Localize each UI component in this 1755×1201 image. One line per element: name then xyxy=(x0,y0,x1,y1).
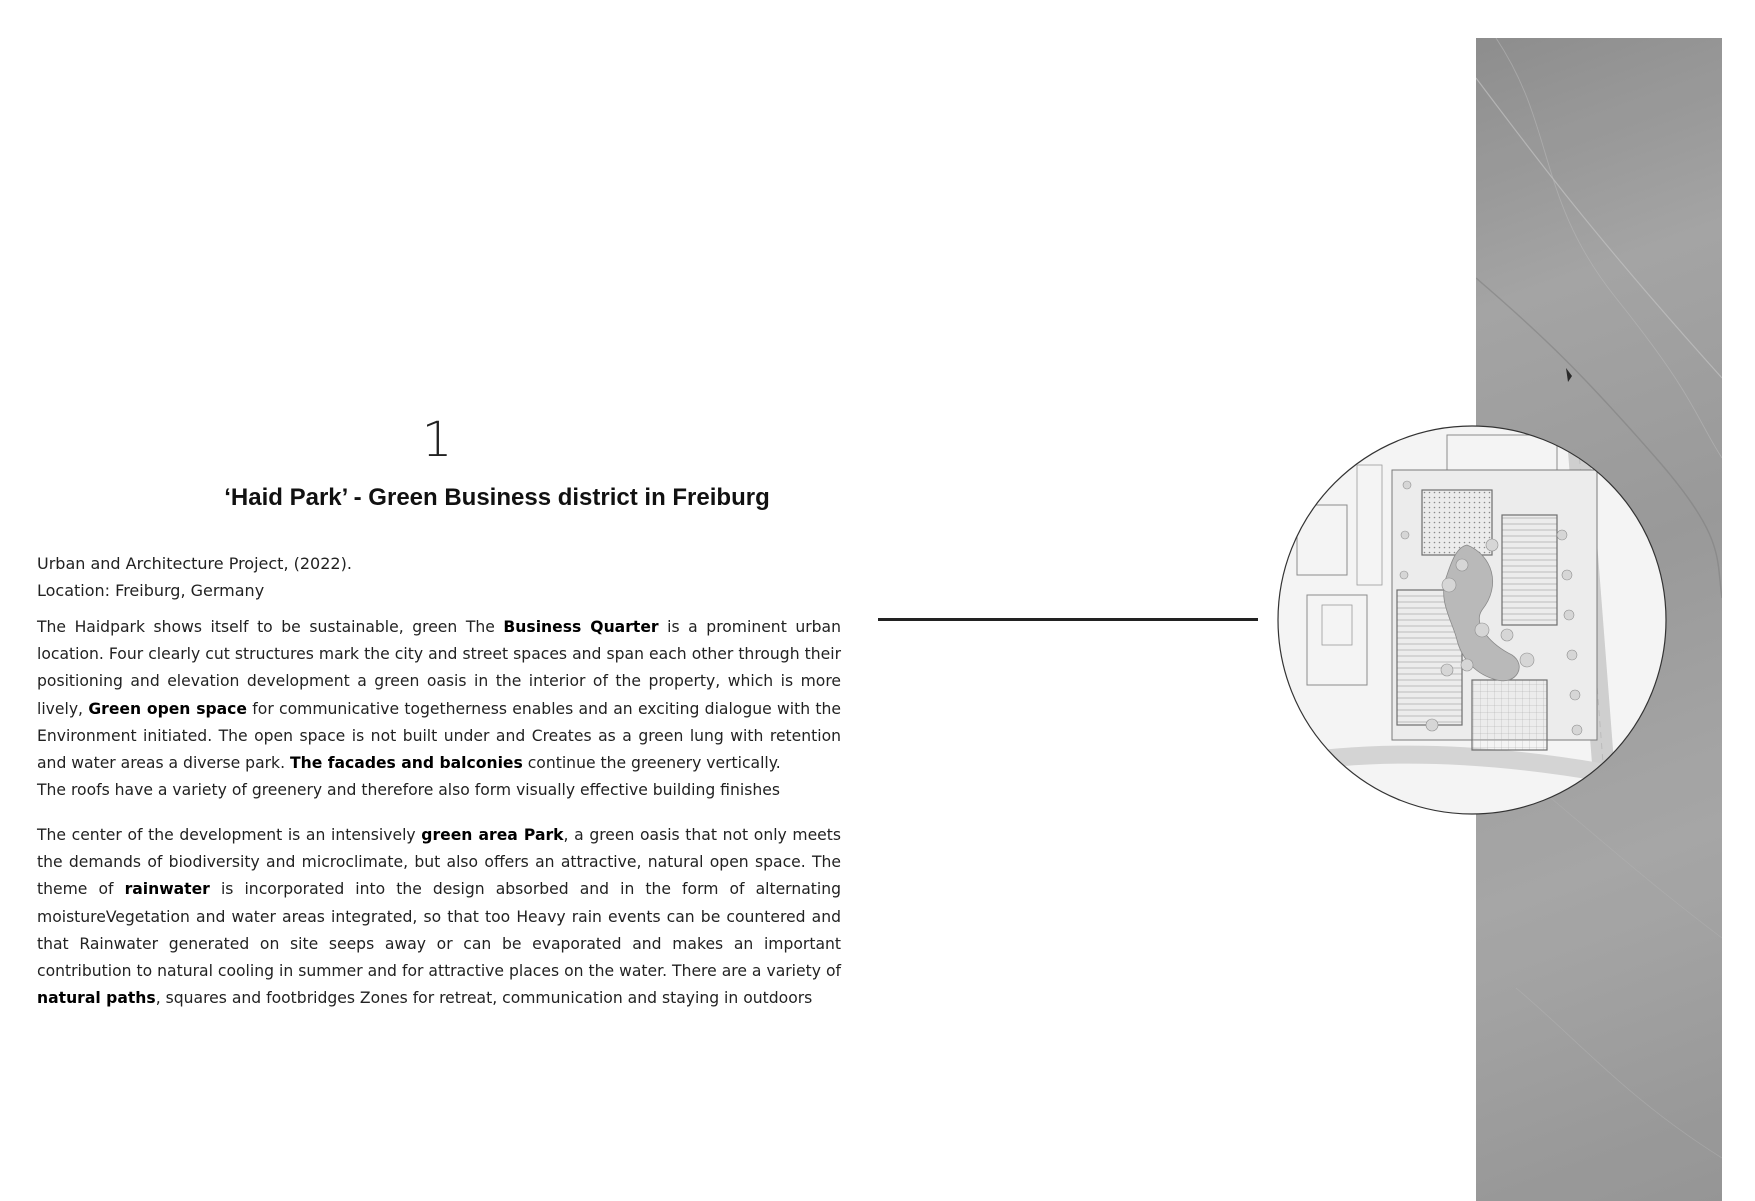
para2-bold-1: green area Park xyxy=(421,826,564,844)
para1-bold-1: Business Quarter xyxy=(503,618,659,636)
para2-bold-3: natural paths xyxy=(37,989,156,1008)
project-meta xyxy=(37,550,352,604)
para2-text-3: is incorporated into the design absorbed and in the form of alternating moistureVegetation and water areas integrated, so that too Heavy rain events can be countered and that Rainwater generated on site seeps away or can be evaporated and makes an important contribution to natural cooling in summer and for attractive places on the water. There are a variety of xyxy=(37,880,841,981)
description-paragraph-2 xyxy=(37,822,841,1012)
para1-text-4: continue the greenery vertically. xyxy=(522,754,781,773)
para1-text-1: The Haidpark shows itself to be sustainable, green The xyxy=(37,618,504,636)
para2-text-1: The center of the development is an intensively xyxy=(37,826,422,844)
para2-text-4: , squares and footbridges Zones for retreat, communication and staying in outdoors xyxy=(155,989,813,1008)
project-number: 1 xyxy=(421,412,453,468)
project-subtitle: Urban and Architecture Project, (2022). xyxy=(37,554,352,573)
para1-bold-2: Green open space xyxy=(88,699,247,718)
project-location: Location: Freiburg, Germany xyxy=(37,581,265,600)
para1-text-3: for communicative togetherness enables and an exciting dialogue with the Environment initiated. The open space is not built under and Creates as a green lung with retention and water areas a diverse park. xyxy=(37,699,841,773)
para1-text-2: is a prominent urban location. Four clearly cut structures mark the city and street spaces and span each other through their positioning and elevation development a green oasis in the interior of the property, which is more lively, xyxy=(37,618,841,718)
connector-line xyxy=(878,618,1258,621)
project-title: ‘Haid Park’ - Green Business district in Freiburg xyxy=(224,484,770,511)
site-plan-image xyxy=(1277,425,1667,815)
para2-text-2: , a green oasis that not only meets the demands of biodiversity and microclimate, but also offers an attractive, natural open space. The theme of xyxy=(37,826,842,899)
para1-text-5: The roofs have a variety of greenery and therefore also form visually effective building finishes xyxy=(37,781,780,800)
para1-bold-3: The facades and balconies xyxy=(290,754,523,773)
para2-bold-2: rainwater xyxy=(124,880,210,899)
description-paragraph-1 xyxy=(37,614,841,804)
